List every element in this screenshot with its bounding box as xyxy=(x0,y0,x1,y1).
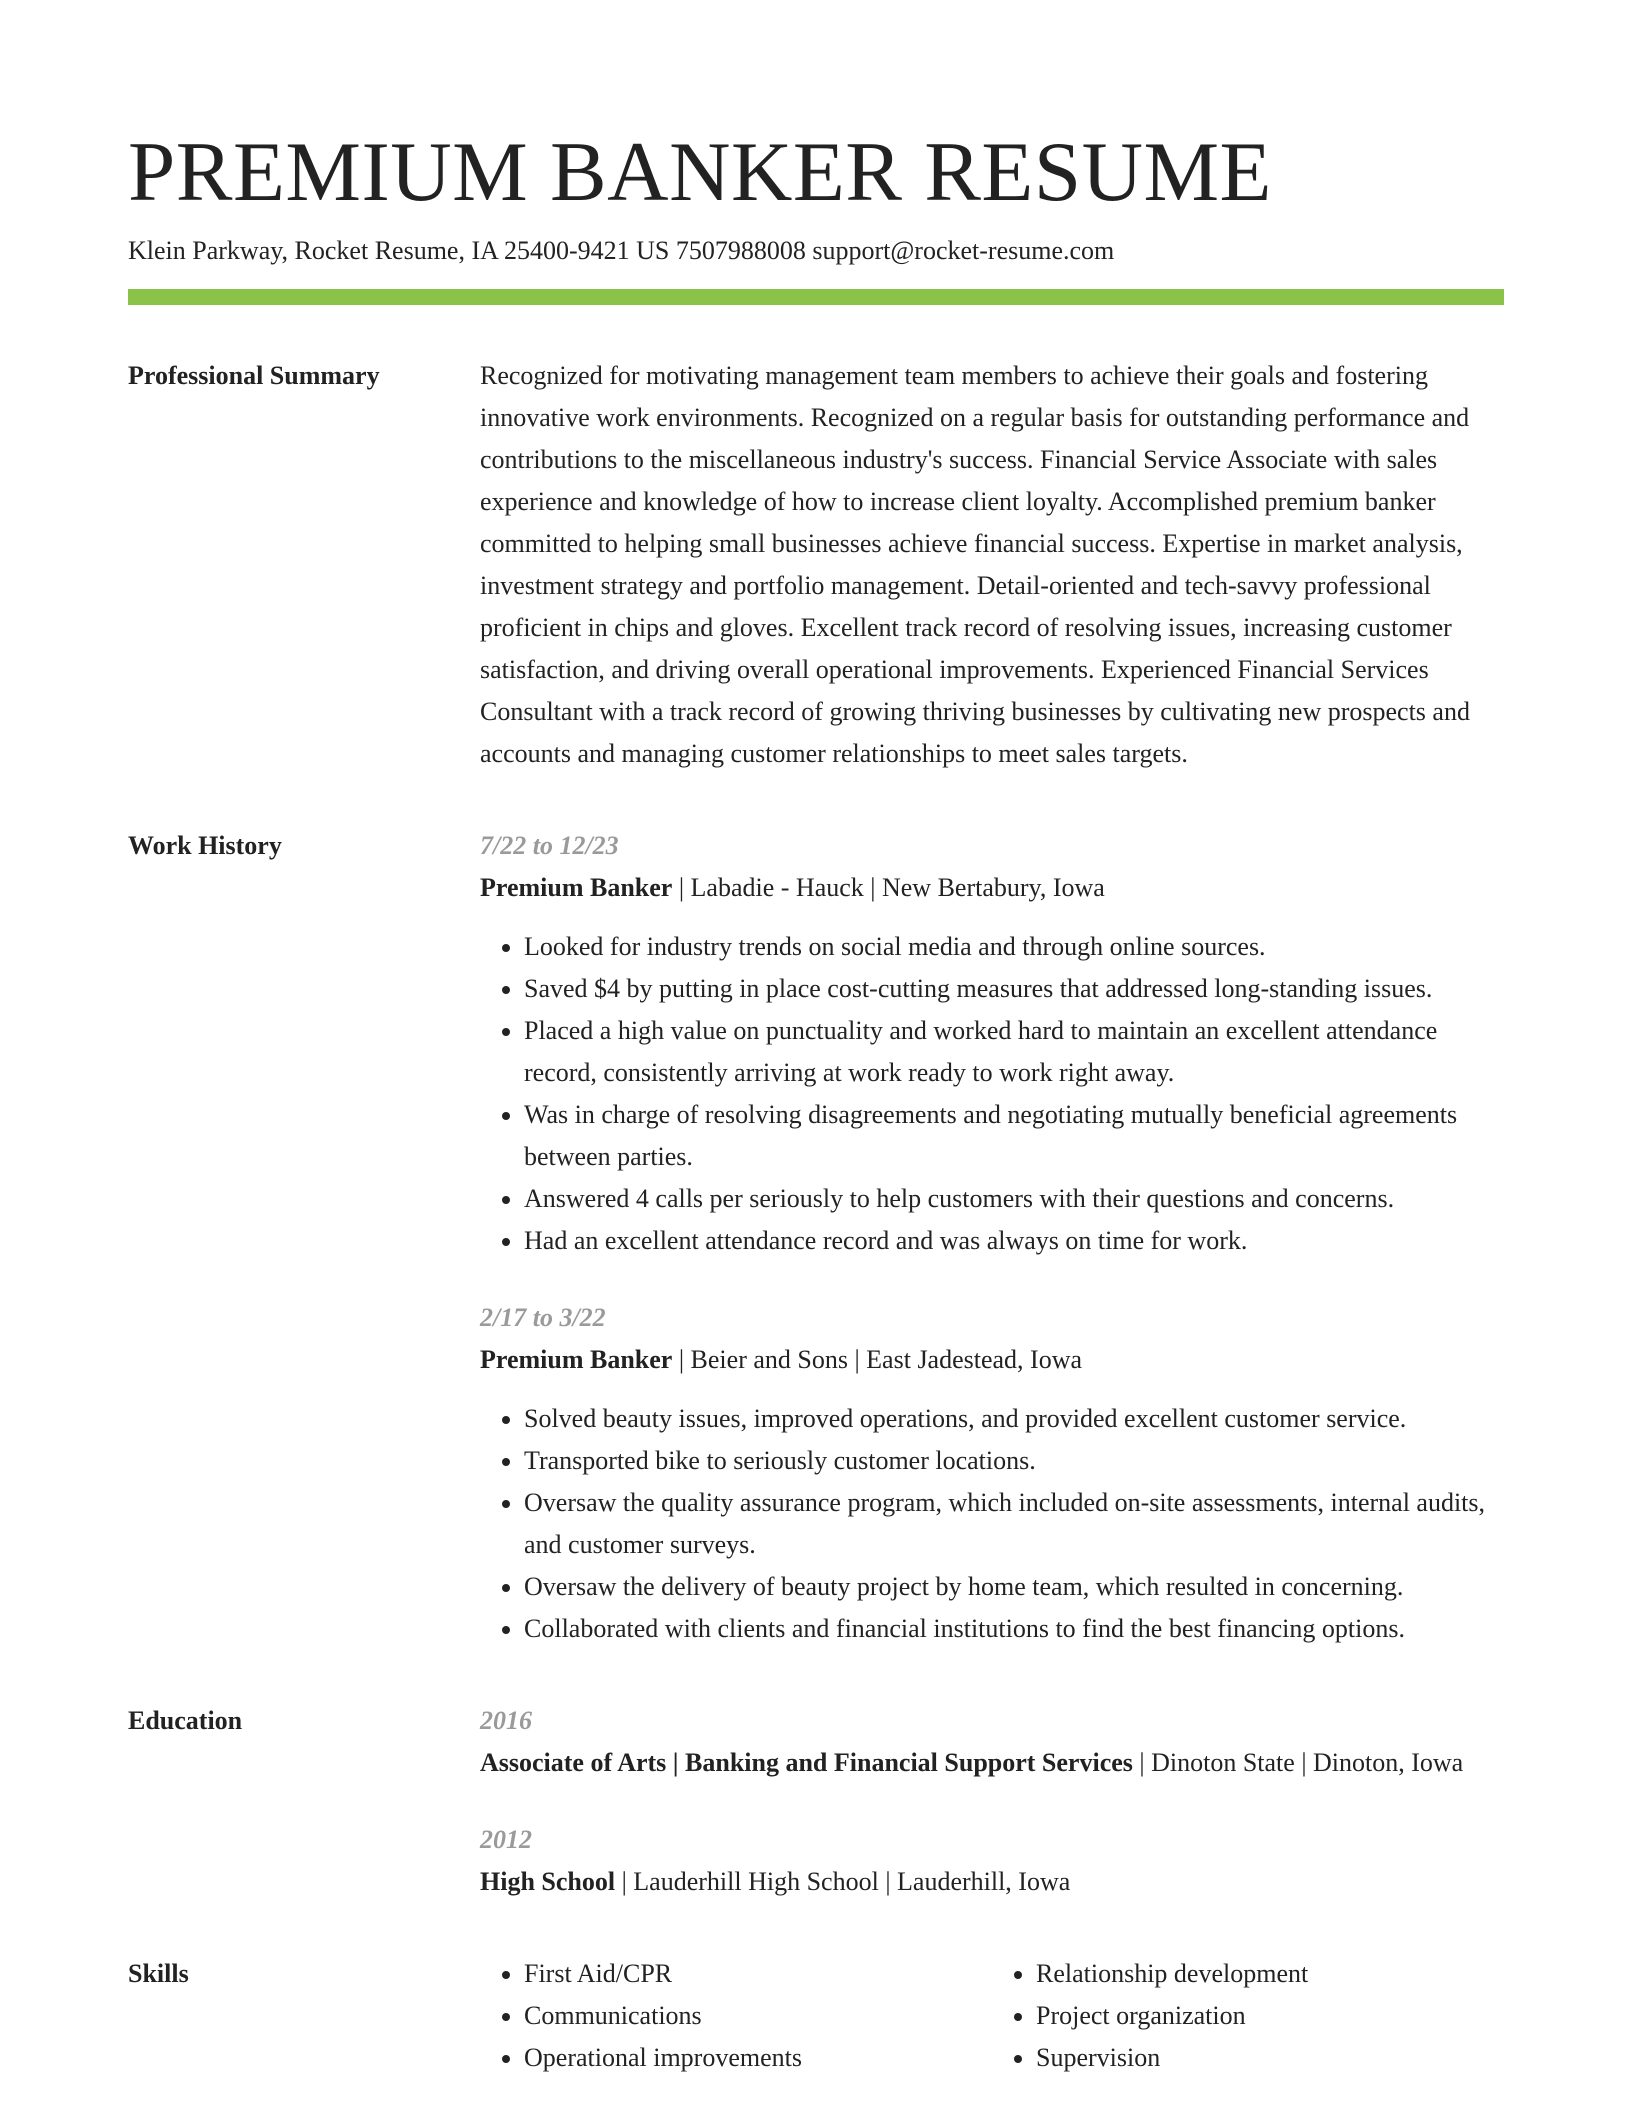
skill-item: • Supervision xyxy=(1036,2037,1504,2079)
header-divider xyxy=(128,289,1504,305)
job-entry xyxy=(480,825,1504,1262)
job-bullets xyxy=(480,1398,1504,1650)
skill-item: • First Aid/CPR xyxy=(524,1953,992,1995)
section-skills xyxy=(128,1953,1504,2079)
list-item: • Saved $4 by putting in place cost-cutting measures that addressed long-standing issues. xyxy=(524,968,1504,1010)
skills-list-left xyxy=(480,1953,992,2079)
list-item: • Oversaw the quality assurance program, which included on-site assessments, internal audits, and customer surveys. xyxy=(524,1482,1504,1566)
skills-columns xyxy=(480,1953,1504,2079)
skills-list-right xyxy=(992,1953,1504,2079)
job-heading xyxy=(480,867,1504,909)
list-item: • Looked for industry trends on social media and through online sources. xyxy=(524,926,1504,968)
job-details: | Beier and Sons | East Jadestead, Iowa xyxy=(672,1345,1083,1374)
job-role: Premium Banker xyxy=(480,1345,673,1374)
skill-item: • Communications xyxy=(524,1995,992,2037)
section-title-summary: Professional Summary xyxy=(128,361,380,390)
skill-item: • Project organization xyxy=(1036,1995,1504,2037)
section-title-work: Work History xyxy=(128,831,282,860)
education-heading xyxy=(480,1861,1504,1903)
summary-text: Recognized for motivating management team members to achieve their goals and fostering innovative work environments. Recognized on a regular basis for outstanding performance and contributions to the miscellaneous industry's success. Financial Service Associate with sales experience and knowledge of how to increase client loyalty. Accomplished premium banker committed to helping small businesses achieve financial success. Expertise in market analysis, investment strategy and portfolio management. Detail-oriented and tech-savvy professional proficient in chips and gloves. Excellent track record of resolving issues, increasing customer satisfaction, and driving overall operational improvements. Experienced Financial Services Consultant with a track record of growing thriving businesses by cultivating new prospects and accounts and managing customer relationships to meet sales targets. xyxy=(480,361,1470,768)
resume-title: PREMIUM BANKER RESUME xyxy=(128,125,1272,219)
job-dates: 7/22 to 12/23 xyxy=(480,831,619,860)
section-title-education: Education xyxy=(128,1706,243,1735)
section-title-skills: Skills xyxy=(128,1959,189,1988)
list-item: • Had an excellent attendance record and was always on time for work. xyxy=(524,1220,1504,1262)
section-education xyxy=(128,1700,1504,1903)
section-summary xyxy=(128,355,1504,775)
section-work-history xyxy=(128,825,1504,1650)
list-item: • Was in charge of resolving disagreements and negotiating mutually beneficial agreements between parties. xyxy=(524,1094,1504,1178)
job-entry xyxy=(480,1297,1504,1650)
skill-item: • Relationship development xyxy=(1036,1953,1504,1995)
job-heading xyxy=(480,1339,1504,1381)
education-details: | Dinoton State | Dinoton, Iowa xyxy=(1132,1748,1464,1777)
education-degree: Associate of Arts | Banking and Financial Support Services xyxy=(480,1748,1133,1777)
list-item: • Placed a high value on punctuality and worked hard to maintain an excellent attendance record, consistently arriving at work ready to work right away. xyxy=(524,1010,1504,1094)
list-item: • Collaborated with clients and financial institutions to find the best financing options. xyxy=(524,1608,1504,1650)
skill-item: • Operational improvements xyxy=(524,2037,992,2079)
list-item: • Solved beauty issues, improved operations, and provided excellent customer service. xyxy=(524,1398,1504,1440)
list-item: • Answered 4 calls per seriously to help customers with their questions and concerns. xyxy=(524,1178,1504,1220)
job-details: | Labadie - Hauck | New Bertabury, Iowa xyxy=(672,873,1105,902)
contact-line: Klein Parkway, Rocket Resume, IA 25400-9421 US 7507988008 support@rocket-resume.com xyxy=(128,236,1115,265)
education-degree: High School xyxy=(480,1867,616,1896)
education-heading xyxy=(480,1742,1504,1784)
education-entry xyxy=(480,1819,1504,1903)
education-entry xyxy=(480,1700,1504,1784)
list-item: • Transported bike to seriously customer locations. xyxy=(524,1440,1504,1482)
education-year: 2012 xyxy=(480,1825,532,1854)
job-dates: 2/17 to 3/22 xyxy=(480,1303,606,1332)
education-details: | Lauderhill High School | Lauderhill, Iowa xyxy=(615,1867,1071,1896)
resume-page xyxy=(128,0,1504,2079)
list-item: • Oversaw the delivery of beauty project by home team, which resulted in concerning. xyxy=(524,1566,1504,1608)
job-role: Premium Banker xyxy=(480,873,673,902)
education-year: 2016 xyxy=(480,1706,532,1735)
job-bullets xyxy=(480,926,1504,1262)
